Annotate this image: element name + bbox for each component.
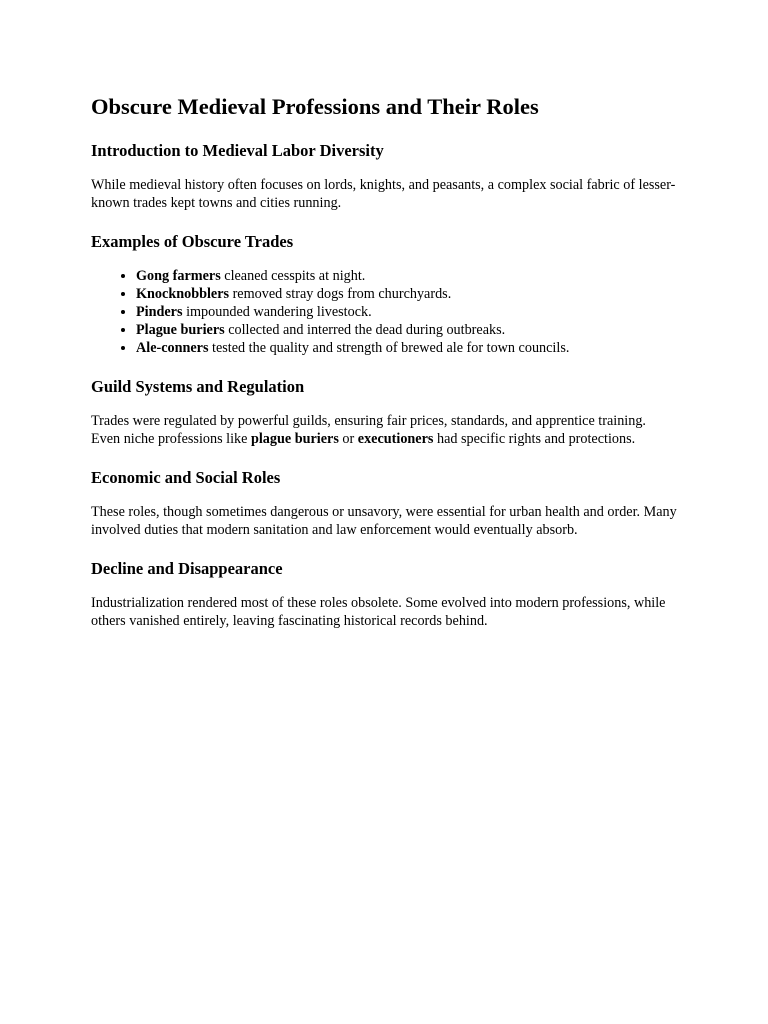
section-heading-decline: Decline and Disappearance bbox=[91, 559, 283, 578]
trade-description: impounded wandering livestock. bbox=[182, 304, 372, 320]
section-heading-introduction: Introduction to Medieval Labor Diversity bbox=[91, 141, 384, 160]
list-item bbox=[136, 321, 678, 339]
trade-description: collected and interred the dead during outbreaks. bbox=[224, 322, 506, 338]
section-paragraph-economic: These roles, though sometimes dangerous or unsavory, were essential for urban health and order. Many involved duties that modern sanitation and law enforcement would eventually absorb. bbox=[91, 504, 677, 538]
section-paragraph-decline: Industrialization rendered most of these roles obsolete. Some evolved into modern professions, while others vanished entirely, leaving fascinating historical records behind. bbox=[91, 595, 666, 629]
trade-term: Pinders bbox=[136, 304, 183, 320]
section-paragraph-guilds bbox=[91, 412, 678, 448]
trade-description: tested the quality and strength of brewed ale for town councils. bbox=[208, 340, 570, 356]
bold-term: executioners bbox=[357, 431, 434, 447]
section-heading-examples: Examples of Obscure Trades bbox=[91, 232, 294, 251]
section-heading-guilds: Guild Systems and Regulation bbox=[91, 377, 305, 396]
bold-term: plague buriers bbox=[250, 431, 339, 447]
paragraph-text: Trades were regulated by powerful guilds, ensuring fair prices, standards, and apprentice training. Even niche professions like bbox=[91, 413, 646, 447]
list-item bbox=[136, 285, 678, 303]
trades-list bbox=[91, 267, 678, 357]
section-heading-economic: Economic and Social Roles bbox=[91, 468, 281, 487]
trade-term: Gong farmers bbox=[136, 268, 221, 284]
trade-term: Knocknobblers bbox=[136, 286, 230, 302]
document-title: Obscure Medieval Professions and Their Roles bbox=[91, 94, 539, 119]
list-item bbox=[136, 303, 678, 321]
trade-description: removed stray dogs from churchyards. bbox=[229, 286, 452, 302]
paragraph-text: had specific rights and protections. bbox=[433, 431, 636, 447]
trade-description: cleaned cesspits at night. bbox=[220, 268, 366, 284]
trade-term: Plague buriers bbox=[136, 322, 225, 338]
trade-term: Ale-conners bbox=[136, 340, 209, 356]
section-paragraph-introduction: While medieval history often focuses on lords, knights, and peasants, a complex social fabric of lesser-known trades kept towns and cities running. bbox=[91, 177, 676, 211]
paragraph-text: or bbox=[338, 431, 358, 447]
list-item bbox=[136, 267, 678, 285]
list-item bbox=[136, 339, 678, 357]
